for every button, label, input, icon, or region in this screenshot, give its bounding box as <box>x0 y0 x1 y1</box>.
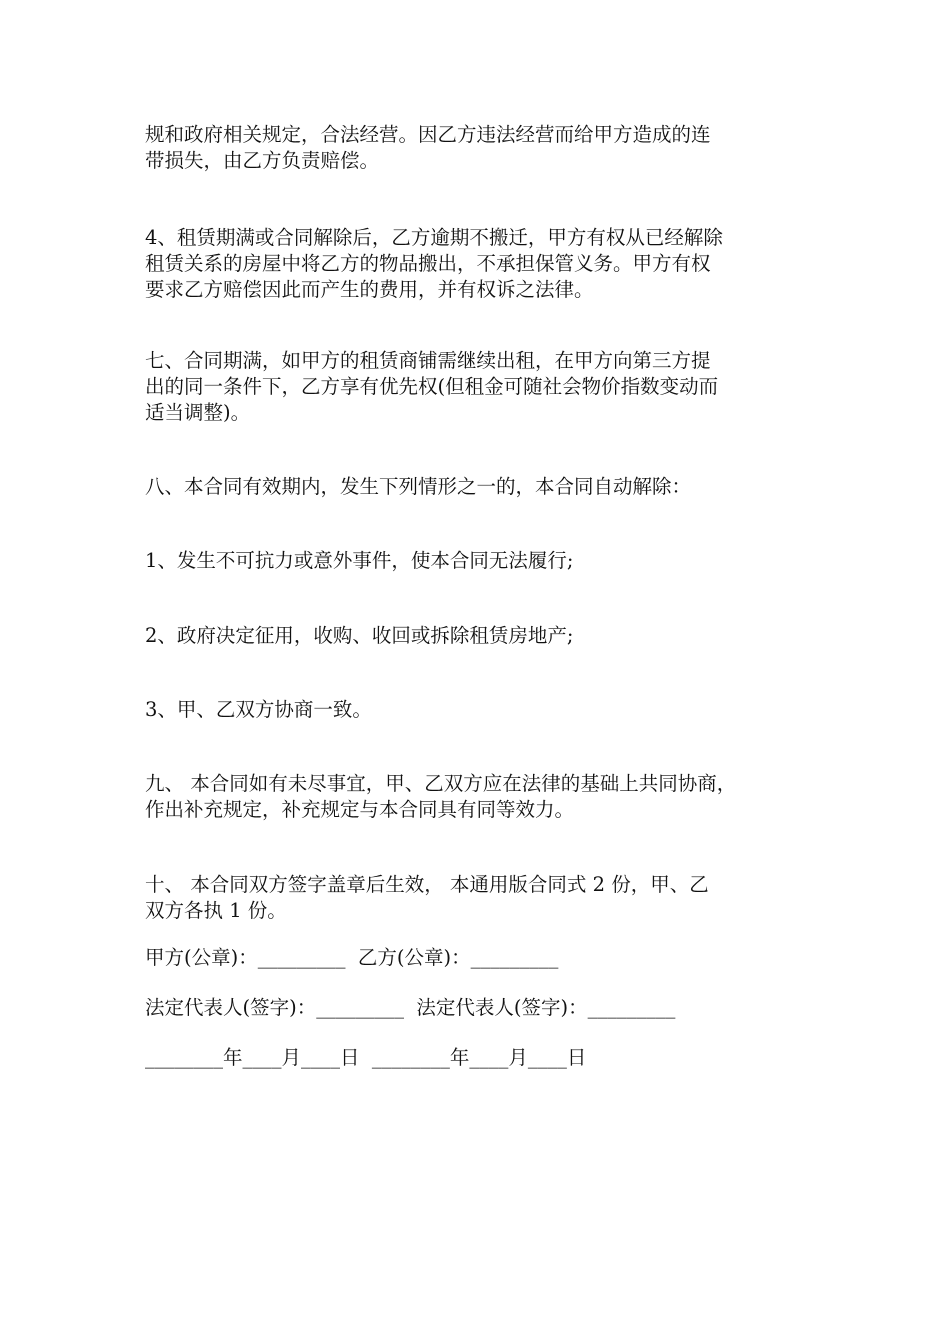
text-line: 适当调整)。 <box>145 401 251 424</box>
paragraph-clause-8-1 <box>145 548 810 574</box>
text-line: 出的同一条件下，乙方享有优先权(但租金可随社会物价指数变动而 <box>145 375 719 398</box>
text-line: 要求乙方赔偿因此而产生的费用，并有权诉之法律。 <box>145 278 594 301</box>
text-line: 规和政府相关规定，合法经营。因乙方违法经营而给甲方造成的连 <box>145 123 711 146</box>
representative-signature-line: 法定代表人(签字)：_________ 法定代表人(签字)：_________ <box>145 996 676 1019</box>
text-line: 1、发生不可抗力或意外事件，使本合同无法履行; <box>145 549 574 572</box>
paragraph-clause-8 <box>145 474 810 500</box>
date-line: ________年____月____日 ________年____月____日 <box>145 1046 587 1069</box>
seal-line: 甲方(公章)：_________ 乙方(公章)：_________ <box>145 946 559 969</box>
paragraph-clause-9 <box>145 771 810 823</box>
text-line: 作出补充规定，补充规定与本合同具有同等效力。 <box>145 798 575 821</box>
paragraph-clause-7 <box>145 348 810 426</box>
text-line: 七、合同期满，如甲方的租赁商铺需继续出租，在甲方向第三方提 <box>145 349 711 372</box>
paragraph-clause-8-3 <box>145 697 810 723</box>
text-line: 十、 本合同双方签字盖章后生效， 本通用版合同式 2 份，甲、乙 <box>145 873 709 896</box>
text-line: 八、本合同有效期内，发生下列情形之一的，本合同自动解除： <box>145 475 692 498</box>
text-line: 带损失，由乙方负责赔偿。 <box>145 149 380 172</box>
text-line: 4、租赁期满或合同解除后，乙方逾期不搬迁，甲方有权从已经解除 <box>145 226 723 249</box>
paragraph-clause-10 <box>145 872 810 924</box>
text-line: 租赁关系的房屋中将乙方的物品搬出，不承担保管义务。甲方有权 <box>145 252 711 275</box>
text-line: 九、 本合同如有未尽事宜，甲、乙双方应在法律的基础上共同协商， <box>145 772 737 795</box>
text-line: 3、甲、乙双方协商一致。 <box>145 698 372 721</box>
text-line: 2、政府决定征用，收购、收回或拆除租赁房地产; <box>145 624 574 647</box>
paragraph-clause-8-2 <box>145 623 810 649</box>
text-line: 双方各执 1 份。 <box>145 899 287 922</box>
paragraph-liability <box>145 122 810 174</box>
paragraph-clause-4 <box>145 225 810 303</box>
